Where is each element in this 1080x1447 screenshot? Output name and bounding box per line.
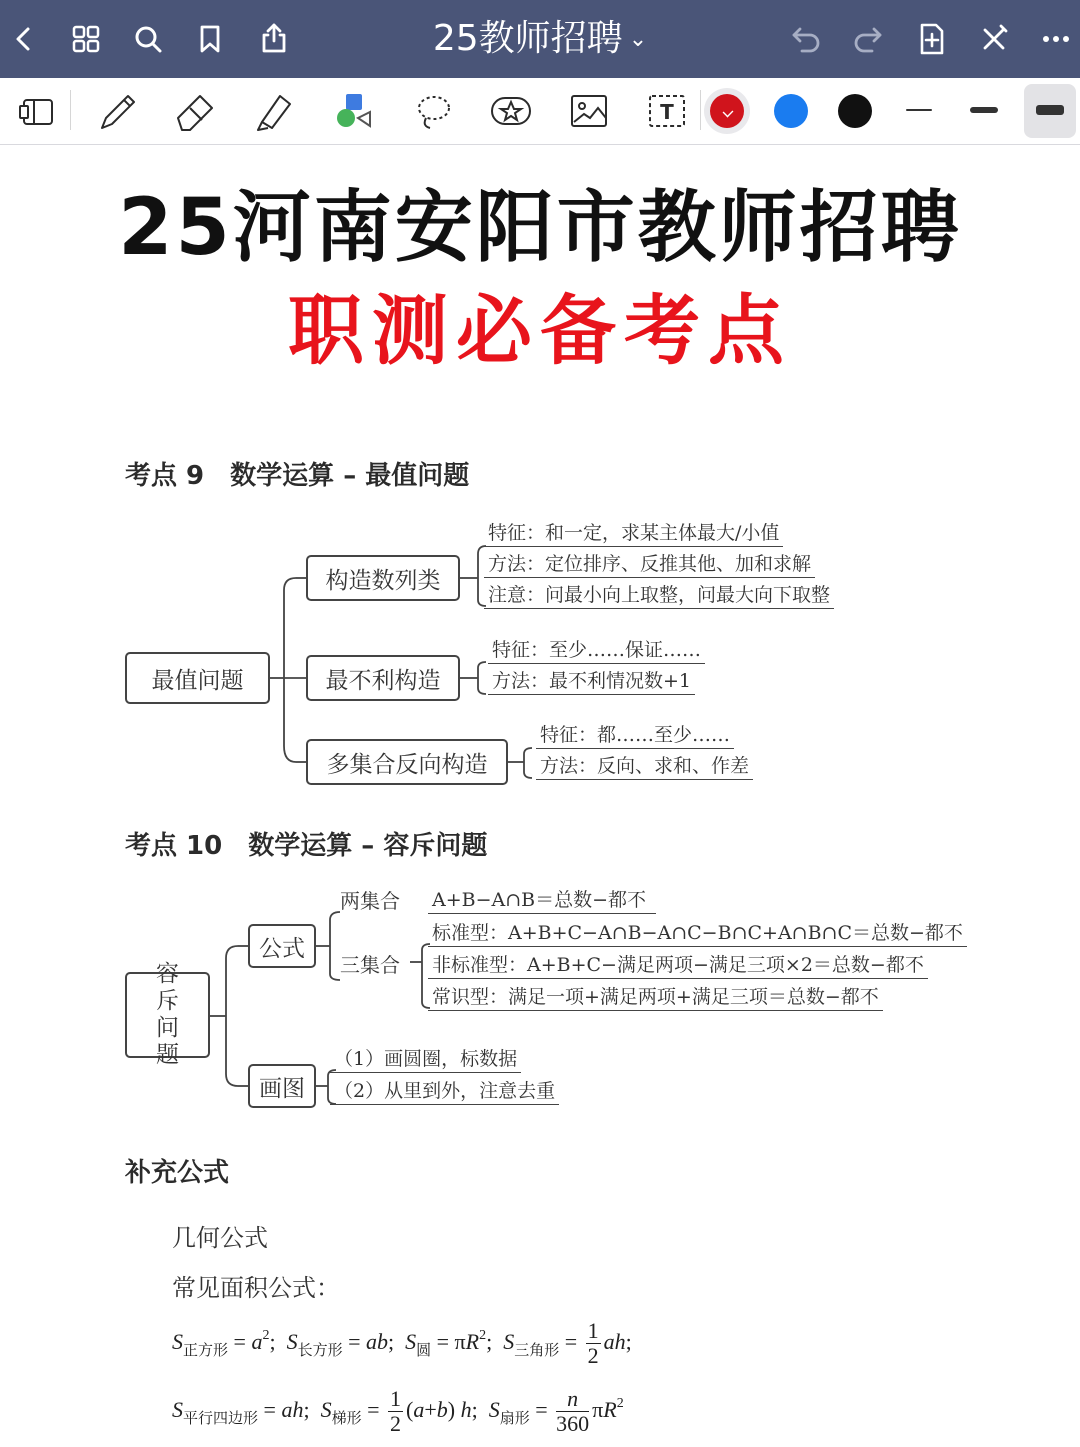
branch-draw: 画图 [248, 1064, 316, 1108]
mindmap-root-inclusion-exclusion: 容斥问题 [125, 972, 210, 1058]
supplement-heading: 补充公式 [125, 1158, 230, 1188]
formula-circle: $S_圆 = \pi R^2$; [405, 1328, 493, 1359]
formula-square: $S_{正方形} = a^2$; [172, 1328, 276, 1359]
formula-parallelogram: $S_{平行四边形}$ = ah; [172, 1397, 310, 1427]
area-formulas-line-1 [172, 1308, 632, 1379]
leaf-draw-step-1: （1）画圆圈，标数据 [330, 1044, 521, 1073]
leaf-method: 方法：反向、求和、作差 [536, 751, 753, 780]
leaf-common-sense-type: 常识型：满足一项+满足两项+满足三项＝总数−都不 [428, 982, 883, 1011]
leaf-standard-type: 标准型：A+B+C−A∩B−A∩C−B∩C+A∩B∩C＝总数−都不 [428, 918, 967, 947]
leaf-method: 方法：定位排序、反推其他、加和求解 [484, 549, 815, 578]
doc-subtitle: 职测必备考点 [288, 286, 792, 375]
leaf-note: 注意：问最小向上取整，问最大向下取整 [484, 580, 834, 609]
doc-title: 25河南安阳市教师招聘 [118, 183, 962, 273]
section-10-heading: 考点 10 数学运算 – 容斥问题 [125, 831, 488, 861]
geometry-formula-label: 几何公式 [172, 1224, 268, 1252]
leaf-method: 方法：最不利情况数+1 [488, 666, 695, 695]
document-title-text: 25教师招聘 [432, 18, 623, 59]
branch-multi-set-reverse: 多集合反向构造 [306, 739, 508, 785]
formula-triangle: $S_{三角形}$ = $\frac{1}{2}$ ah; [503, 1318, 632, 1369]
branch-worst-case: 最不利构造 [306, 655, 460, 701]
svg-text:T: T [660, 100, 674, 124]
section-9-heading: 考点 9 数学运算 – 最值问题 [125, 461, 470, 491]
branch-formula: 公式 [248, 924, 316, 968]
mindmap-root-max-min: 最值问题 [125, 652, 270, 704]
branch-construct-sequence: 构造数列类 [306, 555, 460, 601]
area-formula-label: 常见面积公式： [172, 1274, 340, 1302]
formula-sector: $S_{扇形}$ = $\frac{n}{360}$ $\pi R^2$ [488, 1386, 624, 1437]
leaf-draw-step-2: （2）从里到外，注意去重 [330, 1076, 559, 1105]
label-three-sets: 三集合 [340, 953, 400, 977]
leaf-two-set-formula: A+B−A∩B＝总数−都不 [428, 885, 656, 914]
leaf-feature: 特征：至少……保证…… [488, 635, 705, 664]
formula-rectangle: $S_{长方形}$ = ab; [286, 1329, 395, 1359]
area-formulas-line-2 [172, 1376, 624, 1447]
leaf-feature: 特征：都……至少…… [536, 720, 734, 749]
leaf-nonstandard-type: 非标准型：A+B+C−满足两项−满足三项×2＝总数−都不 [428, 950, 928, 979]
chevron-down-icon: ⌄ [628, 27, 648, 52]
leaf-feature: 特征：和一定，求某主体最大/小值 [484, 518, 783, 547]
formula-trapezoid: $S_{梯形}$ = $\frac{1}{2}$ (a+b) h; [320, 1386, 478, 1437]
label-two-sets: 两集合 [340, 889, 400, 913]
